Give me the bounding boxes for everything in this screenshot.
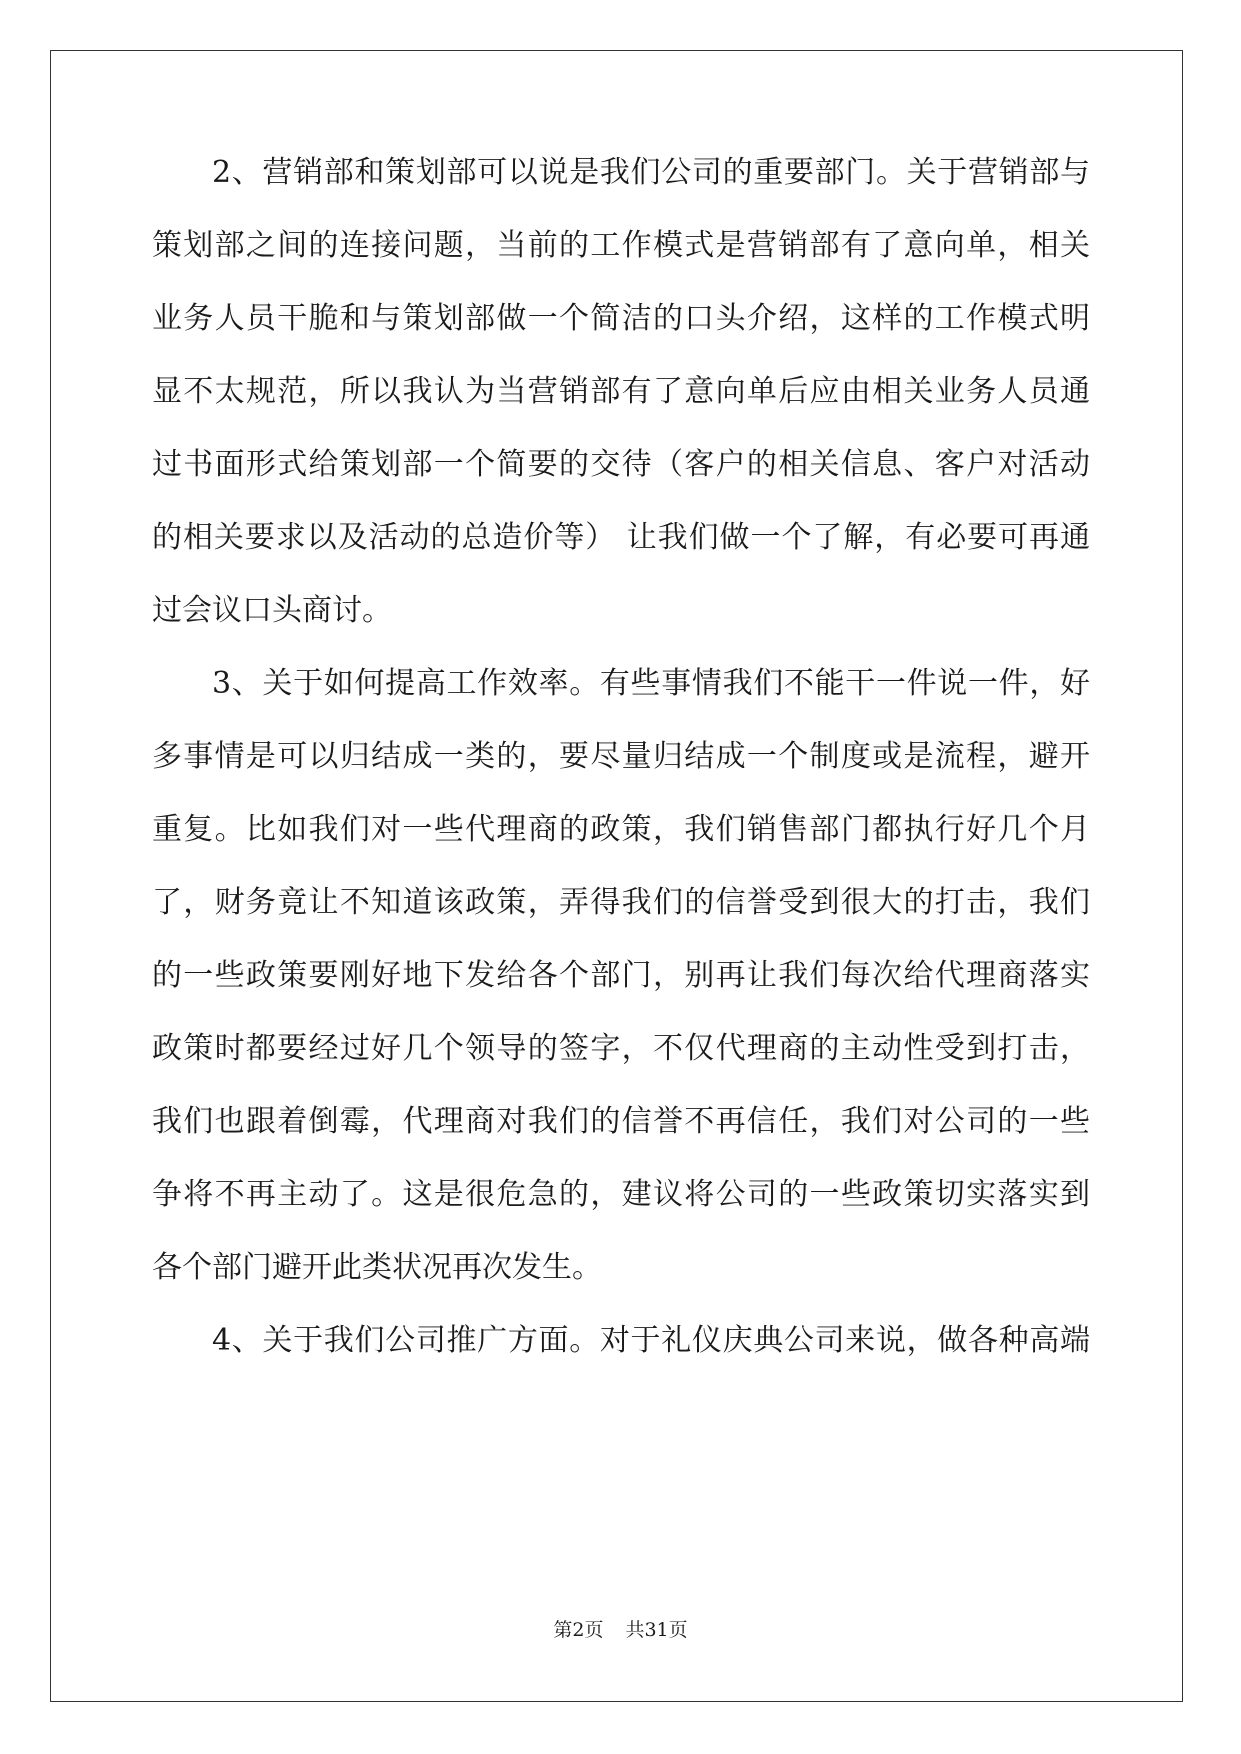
paragraph-line: 过书面形式给策划部一个简要的交待（客户的相关信息、客户对活动	[152, 447, 1090, 482]
page-total: 共31页	[625, 1619, 688, 1641]
paragraph-line: 4、关于我们公司推广方面。对于礼仪庆典公司来说，做各种高端	[212, 1323, 1090, 1358]
paragraph-line: 3、关于如何提高工作效率。有些事情我们不能干一件说一件，好	[212, 666, 1090, 701]
page-footer	[0, 1618, 1241, 1642]
paragraph-line: 业务人员干脆和与策划部做一个简洁的口头介绍，这样的工作模式明	[152, 301, 1090, 336]
page-border	[50, 50, 1183, 1702]
paragraph-line: 了，财务竟让不知道该政策，弄得我们的信誉受到很大的打击，我们	[152, 885, 1090, 920]
paragraph-line: 我们也跟着倒霉，代理商对我们的信誉不再信任，我们对公司的一些	[152, 1104, 1090, 1139]
paragraph-line: 政策时都要经过好几个领导的签字，不仅代理商的主动性受到打击，	[152, 1031, 1090, 1066]
paragraph-line: 的一些政策要刚好地下发给各个部门，别再让我们每次给代理商落实	[152, 958, 1090, 993]
paragraph-line: 的相关要求以及活动的总造价等） 让我们做一个了解，有必要可再通	[152, 520, 1090, 555]
paragraph-line: 显不太规范，所以我认为当营销部有了意向单后应由相关业务人员通	[152, 374, 1090, 409]
paragraph-line: 过会议口头商讨。	[152, 593, 392, 628]
page-number: 第2页	[553, 1619, 604, 1641]
paragraph-line: 策划部之间的连接问题，当前的工作模式是营销部有了意向单，相关	[152, 228, 1090, 263]
paragraph-line: 重复。比如我们对一些代理商的政策，我们销售部门都执行好几个月	[152, 812, 1090, 847]
paragraph-line: 2、营销部和策划部可以说是我们公司的重要部门。关于营销部与	[212, 155, 1090, 190]
paragraph-line: 争将不再主动了。这是很危急的，建议将公司的一些政策切实落实到	[152, 1177, 1090, 1212]
paragraph-line: 各个部门避开此类状况再次发生。	[152, 1250, 602, 1285]
paragraph-line: 多事情是可以归结成一类的，要尽量归结成一个制度或是流程，避开	[152, 739, 1090, 774]
